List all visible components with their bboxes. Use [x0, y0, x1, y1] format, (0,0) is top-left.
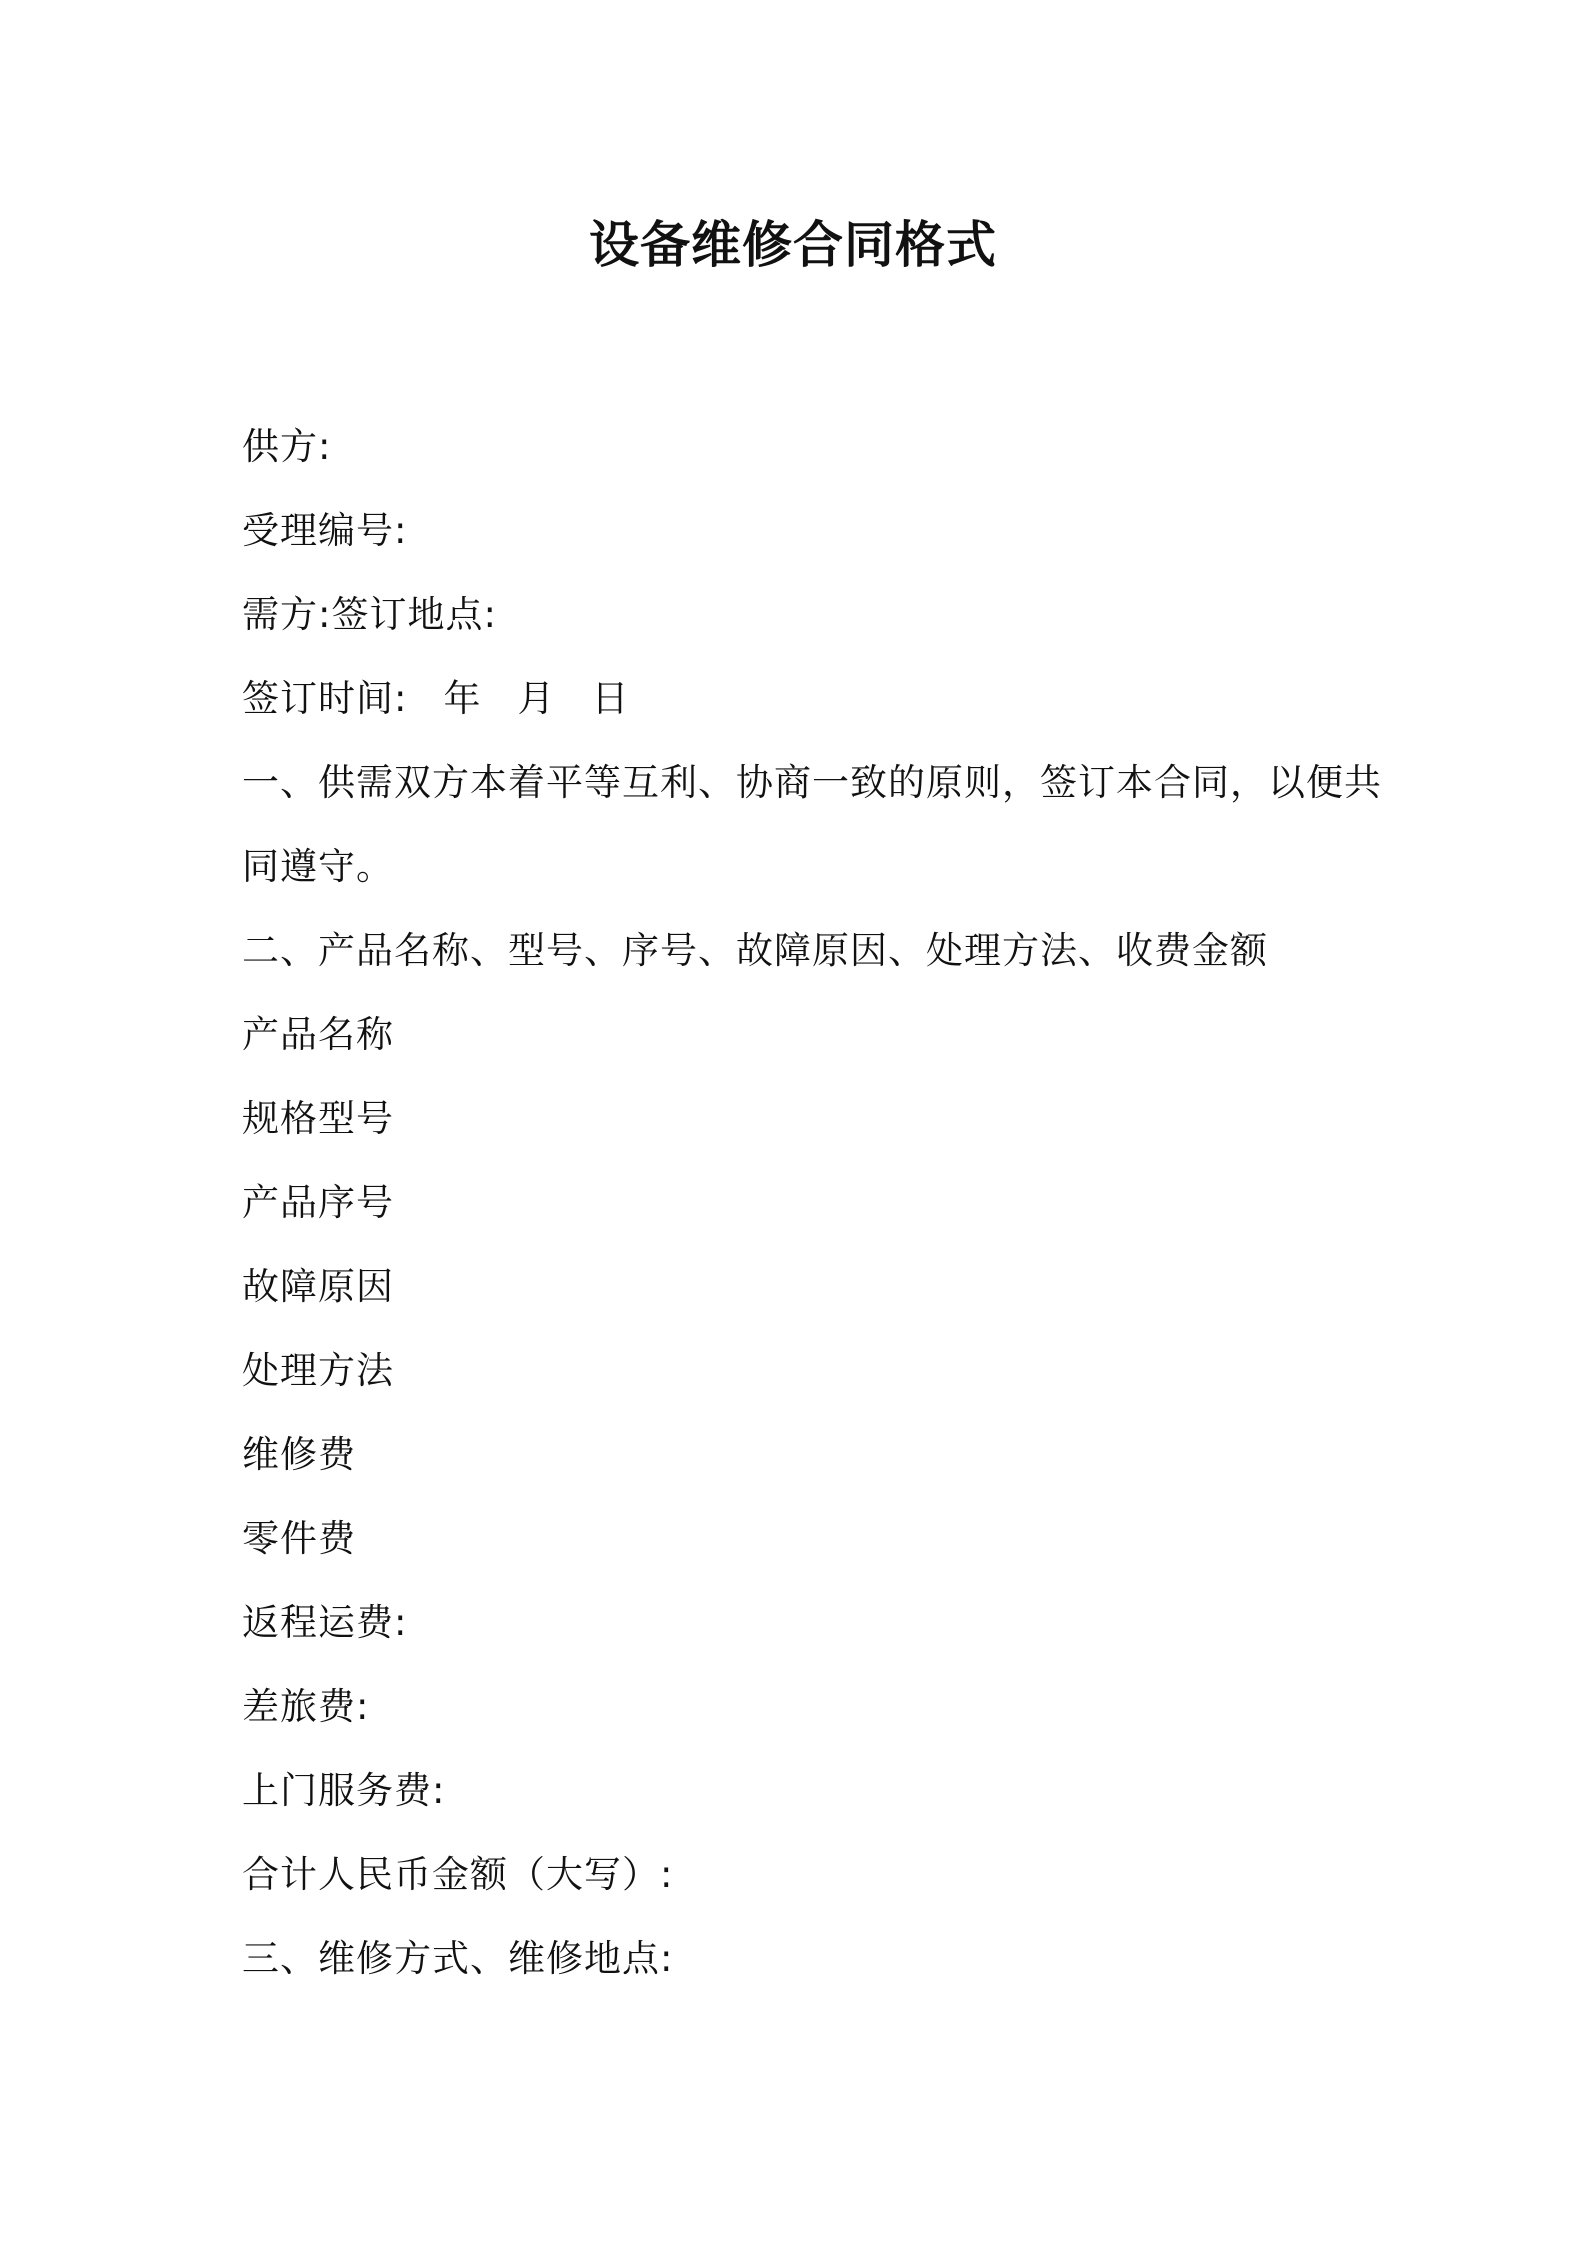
month-label: 月 — [517, 677, 556, 720]
total-rmb-amount-line: 合计人民币金额（大写）: — [242, 1853, 674, 1896]
demander-sign-place-line: 需方:签订地点: — [242, 593, 497, 636]
product-serial-line: 产品序号 — [242, 1181, 394, 1224]
day-label: 日 — [591, 677, 630, 720]
year-label: 年 — [443, 677, 482, 720]
supplier-line: 供方: — [242, 425, 332, 468]
clause-1-line-1: 一、供需双方本着平等互利、协商一致的原则，签订本合同，以便共 — [242, 761, 1382, 804]
fault-cause-line: 故障原因 — [242, 1265, 394, 1308]
sign-time-line — [242, 657, 1362, 741]
spec-model-line: 规格型号 — [242, 1097, 394, 1140]
return-freight-line: 返程运费: — [242, 1601, 408, 1644]
document-body — [242, 405, 1382, 2001]
travel-fee-line: 差旅费: — [242, 1685, 370, 1728]
clause-2-heading: 二、产品名称、型号、序号、故障原因、处理方法、收费金额 — [242, 929, 1268, 972]
clause-1-line-2: 同遵守。 — [242, 845, 394, 888]
acceptance-number-line: 受理编号: — [242, 509, 408, 552]
sign-time-label: 签订时间: — [242, 677, 408, 720]
onsite-service-fee-line: 上门服务费: — [242, 1769, 446, 1812]
parts-fee-line: 零件费 — [242, 1517, 356, 1560]
handling-method-line: 处理方法 — [242, 1349, 394, 1392]
repair-fee-line: 维修费 — [242, 1433, 356, 1476]
clause-3-heading: 三、维修方式、维修地点: — [242, 1937, 674, 1980]
document-title: 设备维修合同格式 — [589, 216, 997, 274]
product-name-line: 产品名称 — [242, 1013, 394, 1056]
